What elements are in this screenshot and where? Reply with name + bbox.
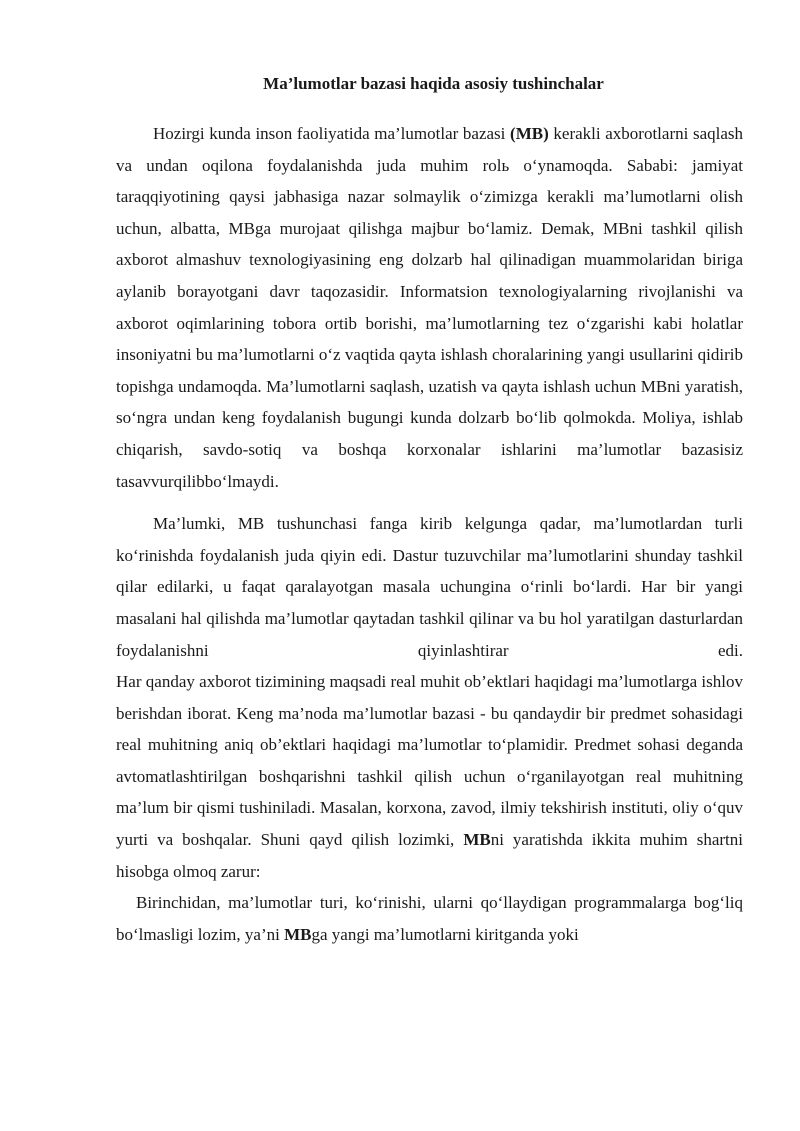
paragraph-1-text-c: kerakli axborotlarni saqlash va undan oqilona foydalanishda juda muhim rolь oʻynamoqda. Sababi: jamiyat taraqqiyotining qaysi jabhasiga nazar solmaylik oʻzimizga kerakli ma’lumotlarni olish uchun, albatta, MBga murojaat qilishga majbur boʻlamiz. Demak, MBni tashkil qilish axborot almashuv texnologiyasining eng dolzarb hal qilinadigan muammolaridan biriga aylanib borayotgani davr taqozasidir. Informatsion texnologiyalarning rivojlanishi va axborot oqimlarining tobora ortib borishi, ma’lumotlarning tez oʻzgarishi kabi holatlar insoniyatni bu ma’lumotlarni oʻz vaqtida qayta ishlash choralarining yangi usullarini qidirib topishga undamoqda. Ma’lumotlarni saqlash, uzatish va qayta ishlash uchun MBni yaratish, soʻngra undan keng foydalanish bugungi kunda dolzarb boʻlib qolmokda. Moliya, ishlab chiqarish, savdo-sotiq va boshqa korxonalar ishlarini ma’lumotlar bazasisiz tasavvurqilibboʻlmaydi. xyxy=(116,124,744,491)
paragraph-4 xyxy=(116,887,743,950)
paragraph-2 xyxy=(116,508,743,666)
paragraph-1-bold-mb: (MB) xyxy=(510,124,549,143)
paragraph-3-bold-mb: MB xyxy=(463,830,491,850)
document-title: Ma’lumotlar bazasi haqida asosiy tushinchalar xyxy=(263,74,604,93)
paragraph-4-text-c: ga yangi ma’lumotlarni kiritganda yoki xyxy=(311,924,579,944)
paragraph-2-text-a: Ma’lumki, MB tushunchasi fanga kirib kelgunga qadar, ma’lumotlardan turli koʻrinishda foydalanish juda qiyin edi. Dastur tuzuvchilar ma’lumotlarini shunday tashkil qilar edilarki, u faqat qaralayotgan masala uchungina oʻrinli boʻlardi. Har bir yangi masalani hal qilishda ma’lumotlar qaytadan tashkil qilinar va bu hol yaratilgan dasturlardan foydalanishni qiyinlashtirar edi. xyxy=(116,514,743,660)
paragraph-1 xyxy=(116,118,743,497)
paragraph-1-text-a: Hozirgi kunda inson faoliyatida ma’lumotlar bazasi xyxy=(153,124,511,143)
paragraph-4-text-a: Birinchidan, ma’lumotlar turi, koʻrinishi, ularni qoʻllaydigan programmalarga bogʻliq boʻlmasligi lozim, ya’ni xyxy=(116,893,743,944)
paragraph-3 xyxy=(116,666,743,887)
paragraph-3-text-d: ni yaratishda ikkita muhim shartni hisobga olmoq zarur: xyxy=(116,830,743,881)
paragraph-4-bold-mb: MB xyxy=(284,924,312,944)
paragraph-3-text-b: Har qanday axborot tizimining maqsadi real muhit ob’ektlari haqidagi ma’lumotlarga ishlov berishdan iborat. Keng ma’noda ma’lumotlar bazasi - bu qandaydir bir predmet sohasidagi real muhitning aniq ob’ektlari haqidagi ma’lumotlar toʻplamidir. Predmet sohasi deganda avtomatlashtirilgan boshqarishni tashkil qilish uchun oʻrganilayotgan real muhitning ma’lum bir qismi tushiniladi. Masalan, korxona, zavod, ilmiy tekshirish instituti, oliy oʻquv yurti va boshqalar. Shuni qayd qilish lozimki, xyxy=(116,672,743,850)
